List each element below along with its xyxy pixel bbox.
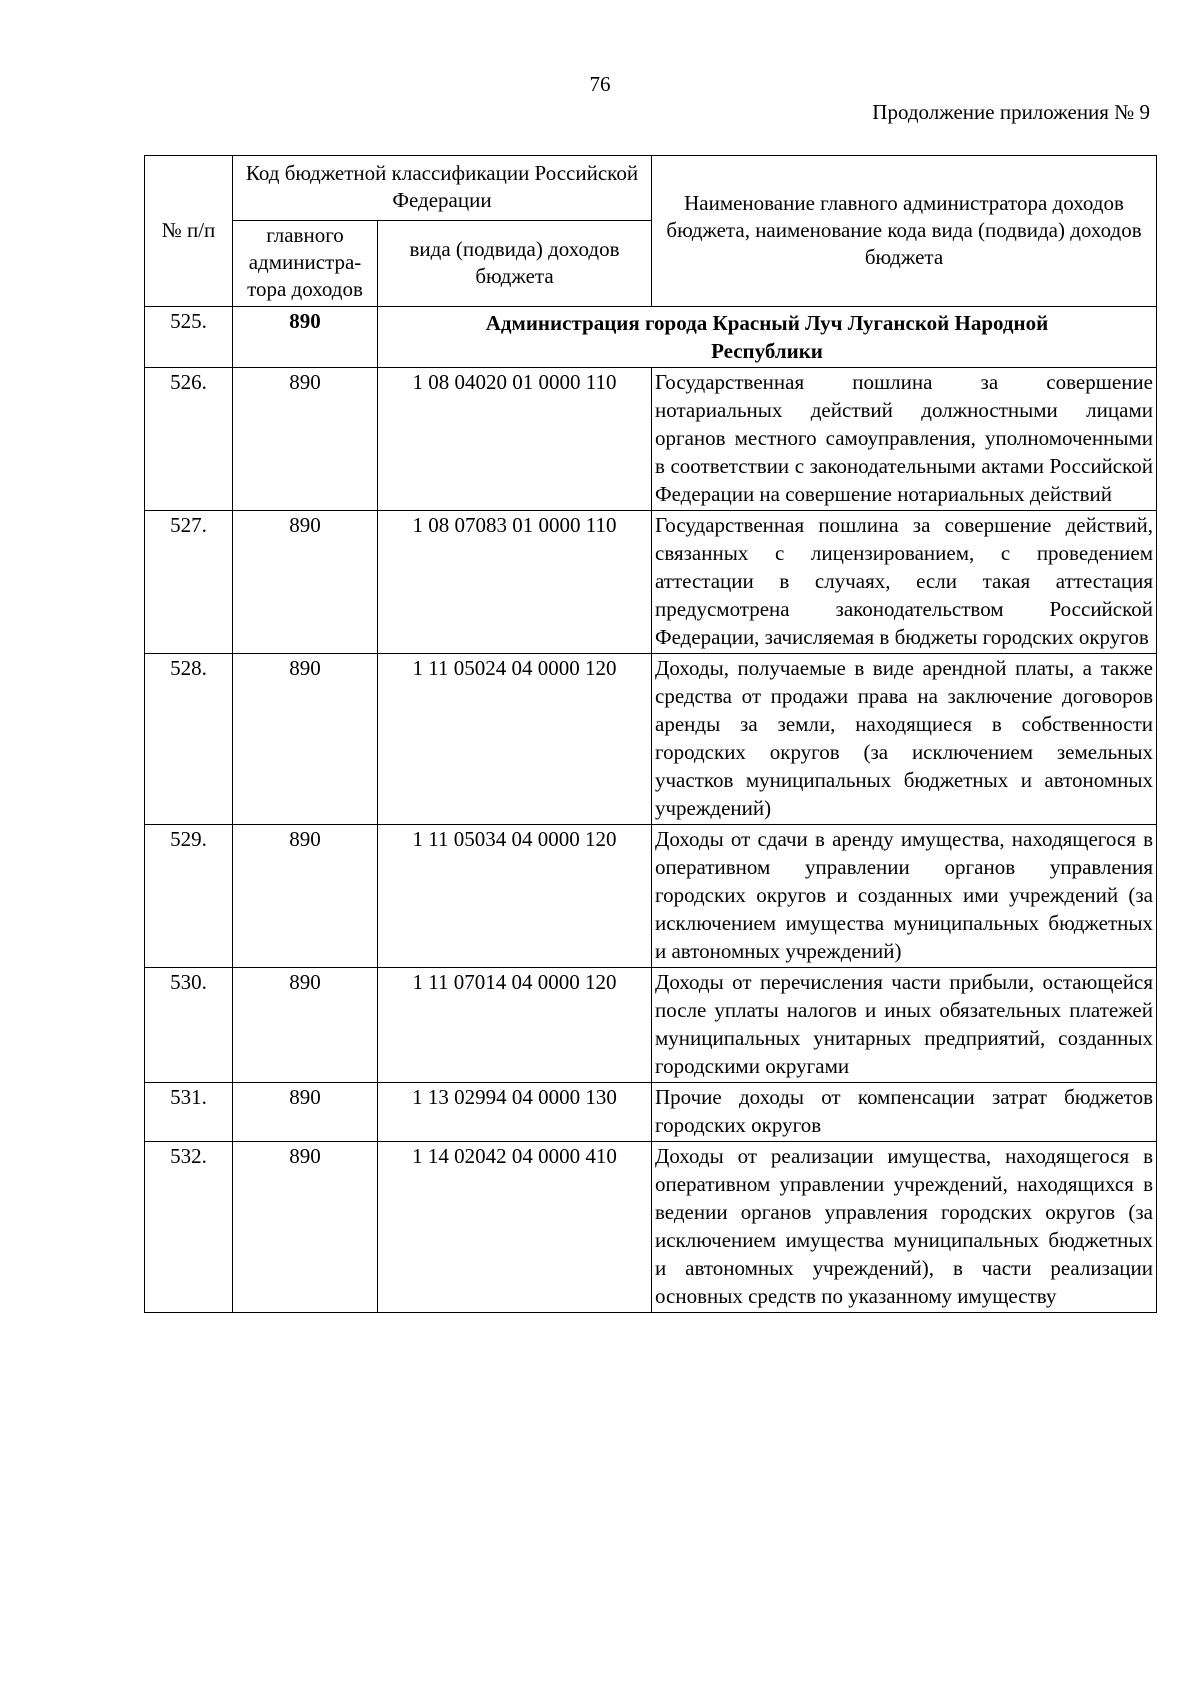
row-number: 531.: [145, 1083, 233, 1142]
budget-classification-table: [144, 155, 1157, 1313]
admin-code: 890: [233, 511, 378, 654]
page-number: 76: [589, 72, 611, 96]
administrator-title: Администрация города Красный Луч Луганской Народной Республики: [378, 307, 1157, 368]
income-code: 1 11 07014 04 0000 120: [378, 968, 652, 1083]
admin-code: 890: [233, 368, 378, 511]
row-number: 527.: [145, 511, 233, 654]
row-number: 532.: [145, 1142, 233, 1313]
header-admin-code: главного администра-тора доходов: [233, 221, 378, 307]
income-name: Государственная пошлина за совершение действий, связанных с лицензированием, с проведением аттестации в случаях, если такая аттестация предусмотрена законодательством Российской Федерации, зачисляемая в бюджеты городских округов: [652, 511, 1157, 654]
table-row: [145, 825, 1157, 968]
row-number: 525.: [145, 307, 233, 368]
table-row: [145, 368, 1157, 511]
income-name: Государственная пошлина за совершение нотариальных действий должностными лицами органов местного самоуправления, уполномоченными в соответствии с законодательными актами Российской Федерации на совершение нотариальных действий: [652, 368, 1157, 511]
income-name: Доходы от реализации имущества, находящегося в оперативном управлении учреждений, находящихся в ведении органов управления городских округов (за исключением имущества муниципальных бюджетных и автономных учреждений), в части реализации основных средств по указанному имуществу: [652, 1142, 1157, 1313]
admin-code: 890: [233, 654, 378, 825]
table-row: [145, 511, 1157, 654]
income-code: 1 08 04020 01 0000 110: [378, 368, 652, 511]
row-number: 530.: [145, 968, 233, 1083]
table-row: [145, 1142, 1157, 1313]
admin-code: 890: [233, 1083, 378, 1142]
appendix-label: Продолжение приложения № 9: [872, 100, 1150, 124]
admin-code: 890: [233, 825, 378, 968]
table-row: [145, 968, 1157, 1083]
income-name: Доходы от перечисления части прибыли, остающейся после уплаты налогов и иных обязательных платежей муниципальных унитарных предприятий, созданных городскими округами: [652, 968, 1157, 1083]
row-number: 528.: [145, 654, 233, 825]
admin-code: 890: [233, 307, 378, 368]
header-code-group: Код бюджетной классификации Российской Федерации: [233, 156, 652, 221]
income-name: Прочие доходы от компенсации затрат бюджетов городских округов: [652, 1083, 1157, 1142]
income-code: 1 11 05024 04 0000 120: [378, 654, 652, 825]
admin-code: 890: [233, 968, 378, 1083]
table-row: [145, 1083, 1157, 1142]
header-num: № п/п: [145, 156, 233, 307]
row-number: 526.: [145, 368, 233, 511]
administrator-row: [145, 307, 1157, 368]
header-name: Наименование главного администратора доходов бюджета, наименование кода вида (подвида) доходов бюджета: [652, 156, 1157, 307]
income-code: 1 14 02042 04 0000 410: [378, 1142, 652, 1313]
income-code: 1 13 02994 04 0000 130: [378, 1083, 652, 1142]
income-name: Доходы от сдачи в аренду имущества, находящегося в оперативном управлении органов управления городских округов и созданных ими учреждений (за исключением имущества муниципальных бюджетных и автономных учреждений): [652, 825, 1157, 968]
header-income-code: вида (подвида) доходов бюджета: [378, 221, 652, 307]
table-header-row: [145, 156, 1157, 221]
admin-code: 890: [233, 1142, 378, 1313]
table-row: [145, 654, 1157, 825]
row-number: 529.: [145, 825, 233, 968]
income-name: Доходы, получаемые в виде арендной платы, а также средства от продажи права на заключение договоров аренды за земли, находящиеся в собственности городских округов (за исключением земельных участков муниципальных бюджетных и автономных учреждений): [652, 654, 1157, 825]
income-code: 1 11 05034 04 0000 120: [378, 825, 652, 968]
income-code: 1 08 07083 01 0000 110: [378, 511, 652, 654]
